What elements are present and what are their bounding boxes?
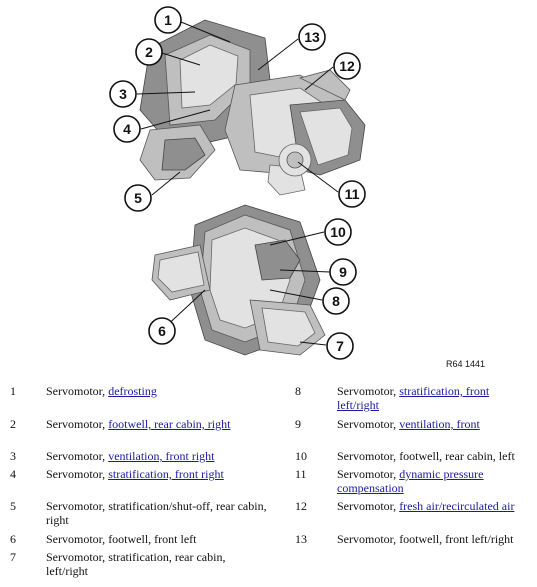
legend-prefix: Servomotor, [337, 384, 400, 398]
legend-prefix: Servomotor, [46, 550, 109, 564]
callout-7 [327, 333, 353, 359]
legend-prefix: Servomotor, [46, 499, 109, 513]
svg-text:2: 2 [145, 44, 153, 60]
upper-hvac-unit-illustration [140, 20, 365, 195]
legend-prefix: Servomotor, [46, 467, 109, 481]
callout-1 [155, 7, 181, 33]
svg-text:1: 1 [164, 12, 172, 28]
legend-number: 8 [295, 384, 301, 398]
legend-number: 4 [10, 467, 16, 481]
legend-number: 9 [295, 417, 301, 431]
link-fresh-air-recirculated-air[interactable]: fresh air/recirculated air [399, 499, 515, 513]
svg-text:11: 11 [344, 186, 360, 202]
svg-text:13: 13 [304, 29, 320, 45]
legend-number: 6 [10, 532, 16, 546]
legend-number: 11 [295, 467, 307, 481]
svg-text:9: 9 [339, 264, 347, 280]
legend-number: 10 [295, 449, 307, 463]
legend-prefix: Servomotor, [46, 532, 109, 546]
legend-text: footwell, front left/right [399, 532, 514, 546]
link-dynamic-pressure-compensation[interactable]: dynamic pressure compensation [337, 467, 484, 495]
callout-5 [125, 185, 151, 211]
legend-prefix: Servomotor, [46, 384, 109, 398]
legend-prefix: Servomotor, [46, 417, 109, 431]
svg-text:7: 7 [336, 338, 344, 354]
legend-prefix: Servomotor, [337, 417, 400, 431]
figure-code: R64 1441 [446, 359, 486, 369]
link-stratification-front-right[interactable]: stratification, front right [108, 467, 224, 481]
callout-3 [110, 81, 136, 107]
svg-text:12: 12 [339, 58, 355, 74]
legend-text: stratification, rear cabin, left/right [46, 550, 226, 578]
callout-9 [330, 259, 356, 285]
legend-text: footwell, front left [108, 532, 197, 546]
link-ventilation-front-right[interactable]: ventilation, front right [108, 449, 215, 463]
legend-prefix: Servomotor, [46, 449, 109, 463]
legend-number: 2 [10, 417, 16, 431]
svg-text:4: 4 [123, 121, 131, 137]
link-defrosting[interactable]: defrosting [108, 384, 157, 398]
legend-table [0, 380, 537, 587]
callout-12 [334, 53, 360, 79]
legend-prefix: Servomotor, [337, 532, 400, 546]
link-ventilation-front[interactable]: ventilation, front [399, 417, 480, 431]
legend-number: 1 [10, 384, 16, 398]
callout-13 [299, 24, 325, 50]
svg-text:6: 6 [158, 323, 166, 339]
svg-text:8: 8 [332, 293, 340, 309]
legend-text: footwell, rear cabin, left [399, 449, 515, 463]
callout-6 [149, 318, 175, 344]
callout-8 [323, 288, 349, 314]
legend-prefix: Servomotor, [337, 467, 400, 481]
svg-text:10: 10 [330, 224, 346, 240]
lower-hvac-unit-illustration [152, 205, 325, 355]
callout-4 [114, 116, 140, 142]
callout-10 [325, 219, 351, 245]
legend-prefix: Servomotor, [337, 449, 400, 463]
svg-text:5: 5 [134, 190, 142, 206]
legend-text: stratification/shut-off, rear cabin, right [46, 499, 267, 527]
legend-number: 3 [10, 449, 16, 463]
legend-prefix: Servomotor, [337, 499, 400, 513]
legend-number: 12 [295, 499, 307, 513]
legend-number: 13 [295, 532, 307, 546]
legend-number: 5 [10, 499, 16, 513]
link-footwell-rear-cabin-right[interactable]: footwell, rear cabin, right [108, 417, 231, 431]
link-stratification-front-left-right[interactable]: stratification, front left/right [337, 384, 490, 412]
svg-text:3: 3 [119, 86, 127, 102]
callout-2 [136, 39, 162, 65]
callout-11 [339, 181, 365, 207]
legend-number: 7 [10, 550, 16, 564]
